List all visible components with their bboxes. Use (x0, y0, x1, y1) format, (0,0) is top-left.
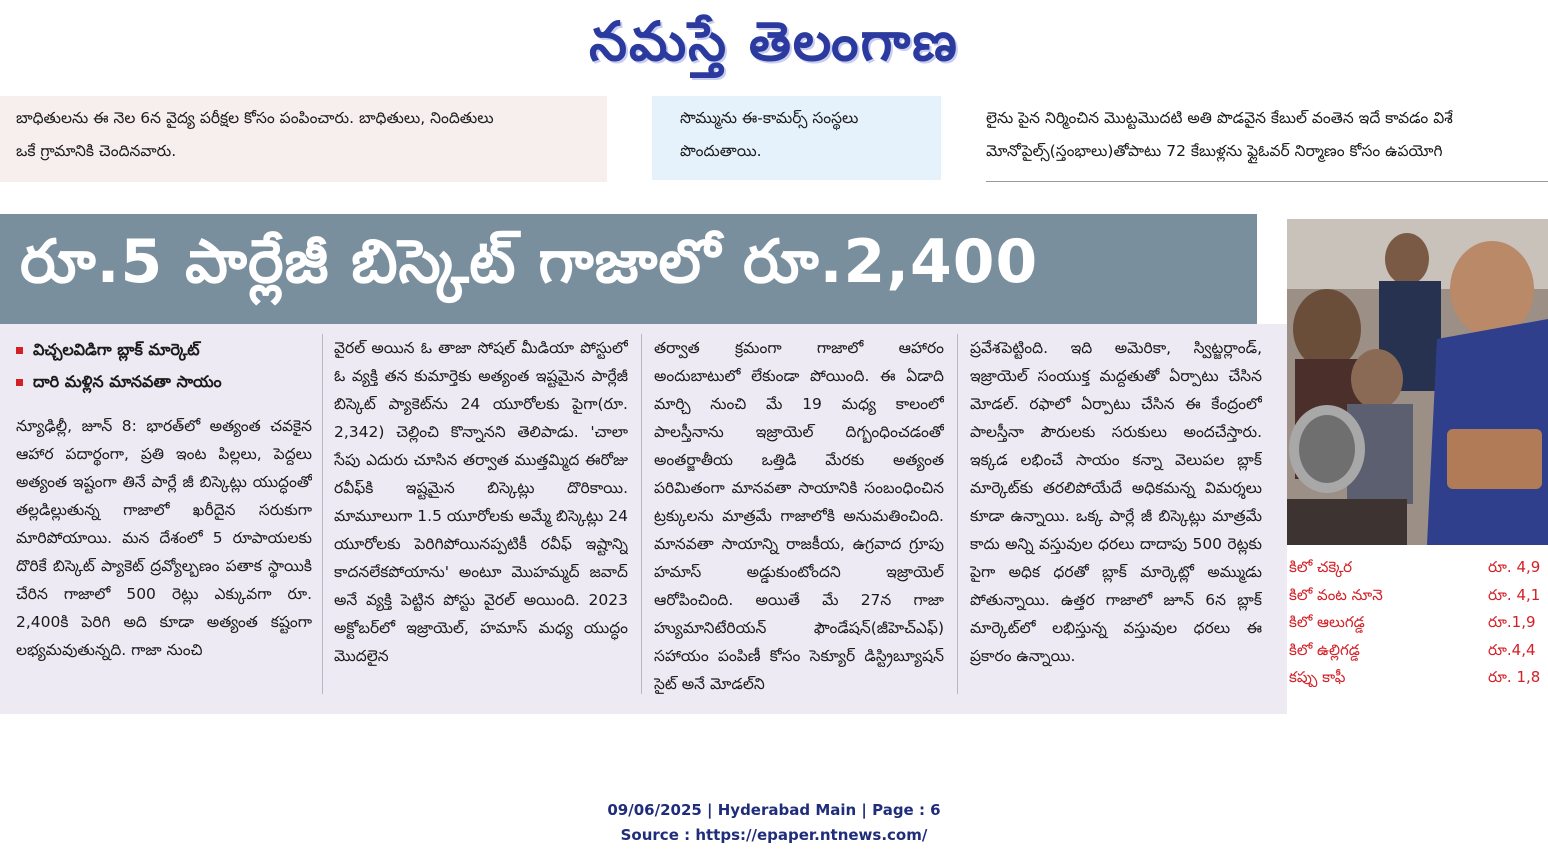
article-paragraph: వైరల్ అయిన ఓ తాజా సోషల్ మీడియా పోస్టులో ఓ వ్యక్తి తన కుమార్తెకు అత్యంత ఇష్టమైన పార్లేజీ బిస్కెట్ ప్యాకెట్‌ను 24 యూరోలకు పైగా(రూ. 2,342) చెల్లించి కొన్నానని తెలిపాడు. 'చాలా సేపు ఎదురు చూసిన తర్వాత ముత్తమ్మిద ఈరోజు రవీఫ్‌కి ఇష్టమైన బిస్కెట్లు దొరికాయి. మామూలుగా 1.5 యూరోలకు అమ్మే బిస్కెట్లు 24 యూరోలకు పెరిగిపోయినప్పటికీ రవీఫ్ ఇష్టాన్ని కాదనలేకపోయాను' అంటూ మొహమ్మద్ జవాద్ అనే వ్యక్తి పెట్టిన పోస్టు వైరల్ అయింది. 2023 అక్టోబర్‌లో ఇజ్రాయెల్, హమాస్ మధ్య యుద్ధం మొదలైన (334, 339, 628, 665)
price-value: రూ. 4,9 (1488, 558, 1541, 576)
snippet-left-line: బాధితులను ఈ నెల 6న వైద్య పరీక్షల కోసం పంపించారు. బాధితులు, నిందితులు (16, 109, 494, 127)
price-row (1287, 582, 1548, 610)
news-photo (1287, 219, 1548, 545)
footer-source: Source : https://epaper.ntnews.com/ (620, 826, 928, 844)
snippet-left-line: ఒకే గ్రామానికి చెందినవారు. (16, 142, 177, 160)
bullet-square-icon (16, 347, 23, 354)
price-item: కిలో వంట నూనె (1289, 585, 1383, 604)
article-column-3 (654, 334, 944, 694)
price-item: కప్పు కాఫీ (1289, 668, 1346, 686)
price-list (1287, 554, 1548, 694)
price-value: రూ.4,4 (1488, 640, 1536, 659)
price-item: కిలో ఆలుగడ్డ (1289, 613, 1365, 631)
snippet-right-line: మోనోపైల్స్(స్తంభాలు)తోపాటు 72 కేబుళ్లను ఫ్లైఓవర్ నిర్మాణం కోసం ఉపయోగి (986, 142, 1443, 160)
snippet-middle-line: పొందుతాయి. (680, 142, 762, 160)
masthead (0, 0, 1548, 96)
snippet-left (0, 96, 607, 182)
price-value: రూ.1,9 (1488, 613, 1536, 631)
column-divider (641, 334, 642, 694)
price-row (1287, 664, 1548, 692)
price-item: కిలో ఉల్లిగడ్డ (1289, 640, 1360, 659)
article-paragraph: తర్వాత క్రమంగా గాజాలో ఆహారం అందుబాటులో లేకుండా పోయింది. ఈ ఏడాది మార్చి నుంచి మే 19 మధ్య కాలంలో పాలస్తీనాను ఇజ్రాయెల్ దిగ్బంధించడంతో అంతర్జాతీయ ఒత్తిడి మేరకు అత్యంత పరిమితంగా మానవతా సాయానికి సంబంధించిన ట్రక్కులను మాత్రమే గాజాలోకి అనుమతించింది. మానవతా సాయాన్ని రాజకీయ, ఉగ్రవాద గ్రూపు హమాస్ అడ్డుకుంటోందని ఇజ్రాయెల్ ఆరోపించింది. అయితే మే 27న గాజా హ్యుమానిటేరియన్ ఫౌండేషన్(జీహెచ్‌ఎఫ్) సహాయం పంపిణీ కోసం సెక్యూర్ డిస్ట్రిబ్యూషన్ సైట్ అనే మోడల్‌ని (654, 339, 944, 693)
crowd-photo-illustration (1287, 219, 1548, 545)
article-headline: రూ.5 పార్లేజీ బిస్కెట్ గాజాలో రూ.2,400 (20, 227, 1039, 297)
article-paragraph: ప్రవేశపెట్టింది. ఇది అమెరికా, స్విట్జర్లాండ్, ఇజ్రాయెల్ సంయుక్త మద్దతుతో ఏర్పాటు చేసిన మోడల్. రఫాలో ఏర్పాటు చేసిన ఈ కేంద్రంలో పాలస్తీనా పౌరులకు సరుకులు అందచేస్తారు. ఇక్కడ లభించే సాయం కన్నా వెలుపల బ్లాక్ మార్కెట్‌కు తరలిపోయేదే అధికమన్న విమర్శలు కూడా ఉన్నాయి. ఒక్క పార్లే జీ బిస్కెట్లు మాత్రమే కాదు అన్ని వస్తువుల ధరలు దాదాపు 500 రెట్లకు పైగా అధిక ధరతో బ్లాక్ మార్కెట్లో అమ్ముడు పోతున్నాయి. ఉత్తర గాజాలో జూన్ 6న బ్లాక్ మార్కెట్‌లో లభిస్తున్న వస్తువుల ధరలు ఈ ప్రకారం ఉన్నాయి. (970, 339, 1262, 665)
article-column-1 (16, 334, 312, 694)
bullet-item (16, 366, 312, 398)
page-footer (0, 798, 1548, 848)
bullet-item (16, 334, 312, 366)
column-divider (322, 334, 323, 694)
snippet-middle (652, 96, 941, 180)
price-value: రూ. 4,1 (1488, 585, 1541, 604)
price-value: రూ. 1,8 (1488, 668, 1541, 686)
headline-band (0, 214, 1257, 324)
snippet-right (986, 96, 1548, 182)
article-column-2 (334, 334, 628, 694)
newspaper-logo: నమస్తే తెలంగాణ (589, 9, 959, 73)
article-paragraph: న్యూఢిల్లీ, జూన్ 8: భారత్‌లో అత్యంత చవకైన ఆహార పదార్థంగా, ప్రతి ఇంట పిల్లలు, పెద్దలు అత్యంత ఇష్టంగా తినే పార్లే జీ బిస్కెట్లు యుద్ధంతో తల్లడిల్లుతున్న గాజాలో ఖరీదైన సరుకుగా మారిపోయాయి. మన దేశంలో 5 రూపాయలకు దొరికే బిస్కెట్ ప్యాకెట్ ద్రవ్యోల్బణం పతాక స్థాయికి చేరిన గాజాలో 500 రెట్లు ఎక్కువగా రూ. 2,400కి పెరిగి అది కూడా అత్యంత కష్టంగా లభ్యమవుతున్నది. గాజా నుంచి (16, 417, 312, 659)
column-divider (957, 334, 958, 694)
snippet-right-line: లైను పైన నిర్మించిన మొట్టమొదటి అతి పొడవైన కేబుల్ వంతెన ఇదే కావడం విశే (986, 109, 1453, 127)
bullet-square-icon (16, 379, 23, 386)
price-row (1287, 609, 1548, 637)
snippet-middle-line: సొమ్మును ఈ-కామర్స్ సంస్థలు (680, 109, 859, 127)
footer-edition-info: 09/06/2025 | Hyderabad Main | Page : 6 (607, 801, 941, 819)
bullet-text: దారి మళ్లిన మానవతా సాయం (33, 372, 222, 391)
bullet-text: విచ్చలవిడిగా బ్లాక్ మార్కెట్ (33, 340, 200, 359)
article-bullets (16, 334, 312, 398)
article-column-4 (970, 334, 1262, 694)
price-row (1287, 637, 1548, 665)
price-row (1287, 554, 1548, 582)
price-item: కిలో చక్కెర (1289, 558, 1353, 576)
